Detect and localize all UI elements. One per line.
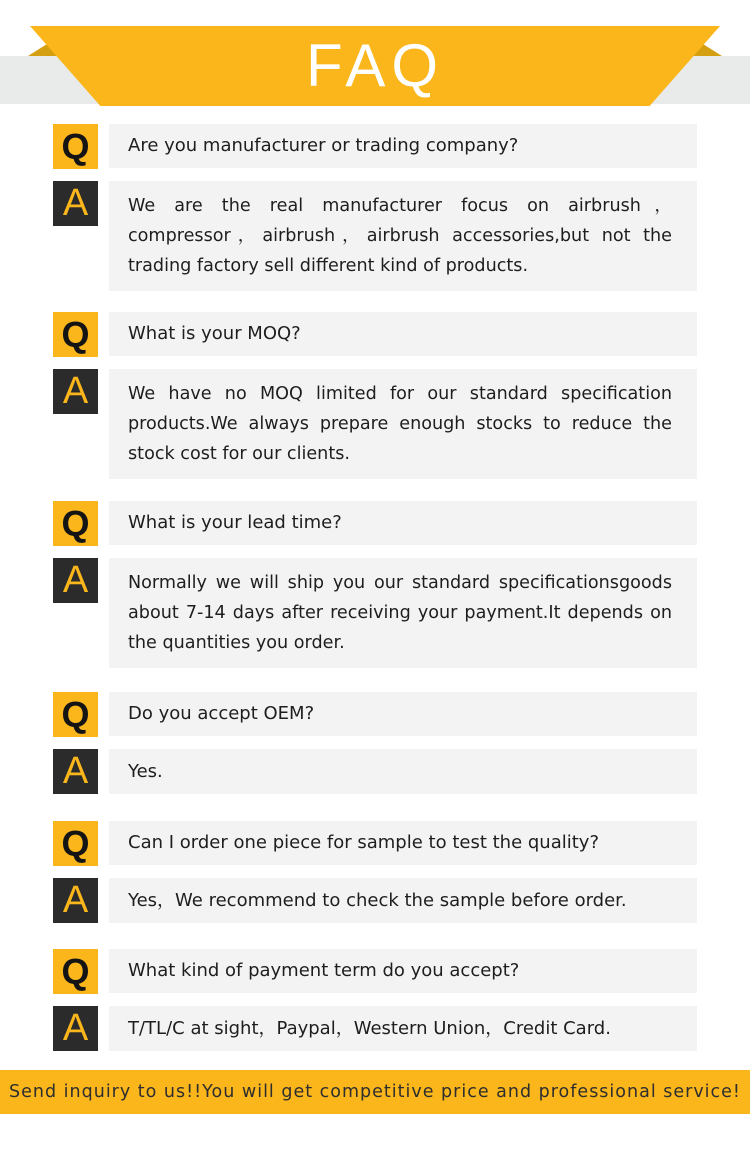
faq-question: Can I order one piece for sample to test the quality? <box>109 821 697 865</box>
question-badge: Q <box>53 949 98 994</box>
page-title: FAQ <box>305 32 445 99</box>
faq-question: Do you accept OEM? <box>109 692 697 736</box>
faq-answer: T/TL/C at sight，Paypal，Western Union，Credit Card. <box>109 1006 697 1051</box>
question-badge: Q <box>53 692 98 737</box>
question-badge: Q <box>53 312 98 357</box>
faq-question: What is your MOQ? <box>109 312 697 356</box>
faq-answer: Yes. <box>109 749 697 794</box>
answer-badge: A <box>53 878 98 923</box>
faq-answer: We are the real manufacturer focus on airbrush，compressor，airbrush，airbrush accessories,but not the trading factory sell different kind of products. <box>109 181 697 291</box>
answer-badge: A <box>53 369 98 414</box>
faq-question: Are you manufacturer or trading company? <box>109 124 697 168</box>
answer-badge: A <box>53 1006 98 1051</box>
answer-badge: A <box>53 558 98 603</box>
faq-answer: We have no MOQ limited for our standard specification products.We always prepare enough stocks to reduce the stock cost for our clients. <box>109 369 697 479</box>
answer-badge: A <box>53 181 98 226</box>
question-badge: Q <box>53 821 98 866</box>
faq-question: What is your lead time? <box>109 501 697 545</box>
question-badge: Q <box>53 501 98 546</box>
faq-question: What kind of payment term do you accept? <box>109 949 697 993</box>
question-badge: Q <box>53 124 98 169</box>
faq-answer: Yes，We recommend to check the sample before order. <box>109 878 697 923</box>
inquiry-banner: Send inquiry to us!!You will get competitive price and professional service! <box>0 1070 750 1114</box>
answer-badge: A <box>53 749 98 794</box>
faq-answer: Normally we will ship you our standard specificationsgoods about 7-14 days after receiving your payment.It depends on the quantities you order. <box>109 558 697 668</box>
